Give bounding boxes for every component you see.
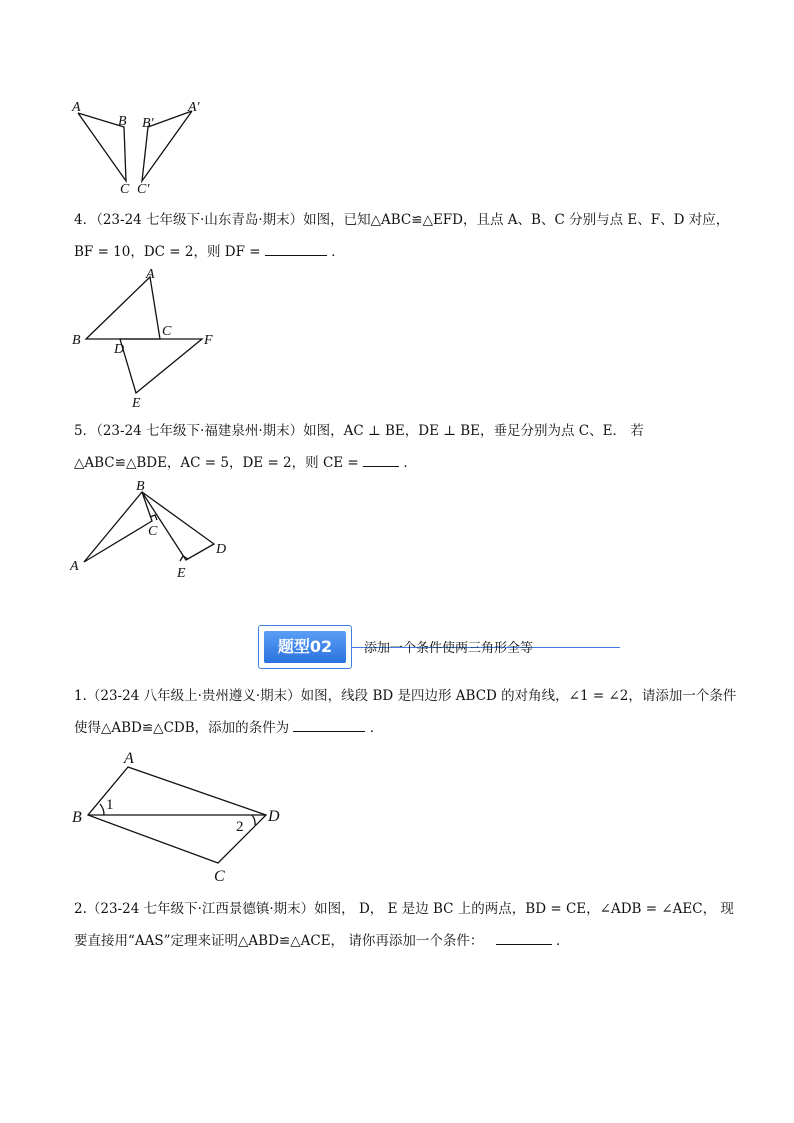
label-B: B <box>72 809 82 826</box>
s1-answer-blank[interactable] <box>293 719 365 732</box>
angle-label-2: 2 <box>236 819 244 835</box>
q4-answer-blank[interactable] <box>265 243 327 256</box>
s2-text-line1: 2.（23-24 七年级下·江西景德镇·期末）如图， D， E 是边 BC 上的两点，BD = CE，∠ADB = ∠AEC， 现 <box>74 901 734 917</box>
label-C: C <box>120 182 130 197</box>
label-A: A <box>124 750 134 767</box>
q5-text-line1: 5．（23-24 七年级下·福建泉州·期末）如图，AC ⊥ BE，DE ⊥ BE，垂足分别为点 C、E． 若 <box>74 423 644 439</box>
label-C: C <box>148 524 158 539</box>
label-B: B <box>72 333 81 348</box>
label-B: B <box>136 479 145 494</box>
figure-q5-triangles <box>66 476 236 586</box>
label-C-prime: C′ <box>137 182 150 197</box>
label-D: D <box>268 808 280 825</box>
q5-text-line2-start: △ABC≌△BDE，AC = 5，DE = 2，则 CE = <box>74 455 359 471</box>
figure-mirrored-triangles <box>60 95 220 205</box>
s1-text-line2 <box>74 718 734 738</box>
s1-text-line1: 1.（23-24 八年级上·贵州遵义·期末）如图，线段 BD 是四边形 ABCD 的对角线，∠1 = ∠2，请添加一个条件 <box>74 688 737 704</box>
s1-text-line2-start: 使得△ABD≌△CDB，添加的条件为 <box>74 720 290 736</box>
q5-text-line2-end: ． <box>403 455 417 471</box>
label-A: A <box>146 267 155 282</box>
label-C: C <box>162 324 172 339</box>
label-A: A <box>70 559 79 574</box>
label-D: D <box>114 342 125 357</box>
figure-q4-triangles <box>66 265 226 415</box>
label-B-prime: B′ <box>142 116 154 131</box>
q4-text-line2-start: BF = 10，DC = 2，则 DF = <box>74 244 261 260</box>
label-E: E <box>177 566 186 581</box>
q4-text-line2-end: ． <box>331 244 345 260</box>
s2-answer-blank[interactable] <box>496 932 552 945</box>
q4-text-line2 <box>74 242 734 262</box>
label-B: B <box>118 114 127 129</box>
label-E: E <box>132 396 141 411</box>
angle-label-1: 1 <box>106 797 114 813</box>
label-D: D <box>216 542 227 557</box>
section-title: 添加一个条件使两三角形全等 <box>364 641 534 656</box>
q4-text-line1: 4．（23-24 七年级下·山东青岛·期末）如图，已知△ABC≌△EFD，且点 A、B、C 分别与点 E、F、D 对应， <box>74 212 730 228</box>
s2-text-line2-start: 要直接用“AAS”定理来证明△ABD≌△ACE， 请你再添加一个条件： <box>74 933 484 949</box>
label-C: C <box>214 868 225 885</box>
label-F: F <box>204 333 213 348</box>
s1-text-line2-end: ． <box>369 720 384 736</box>
section-badge-label: 题型02 <box>264 631 346 663</box>
figure-s1-quadrilateral <box>66 745 296 885</box>
q5-answer-blank[interactable] <box>363 454 399 467</box>
s2-text-line2 <box>74 931 734 951</box>
s2-text-line2-end: ． <box>555 933 570 949</box>
label-A: A <box>72 100 81 115</box>
section-badge <box>258 625 352 669</box>
label-A-prime: A′ <box>188 100 200 115</box>
q5-text-line2 <box>74 453 734 473</box>
